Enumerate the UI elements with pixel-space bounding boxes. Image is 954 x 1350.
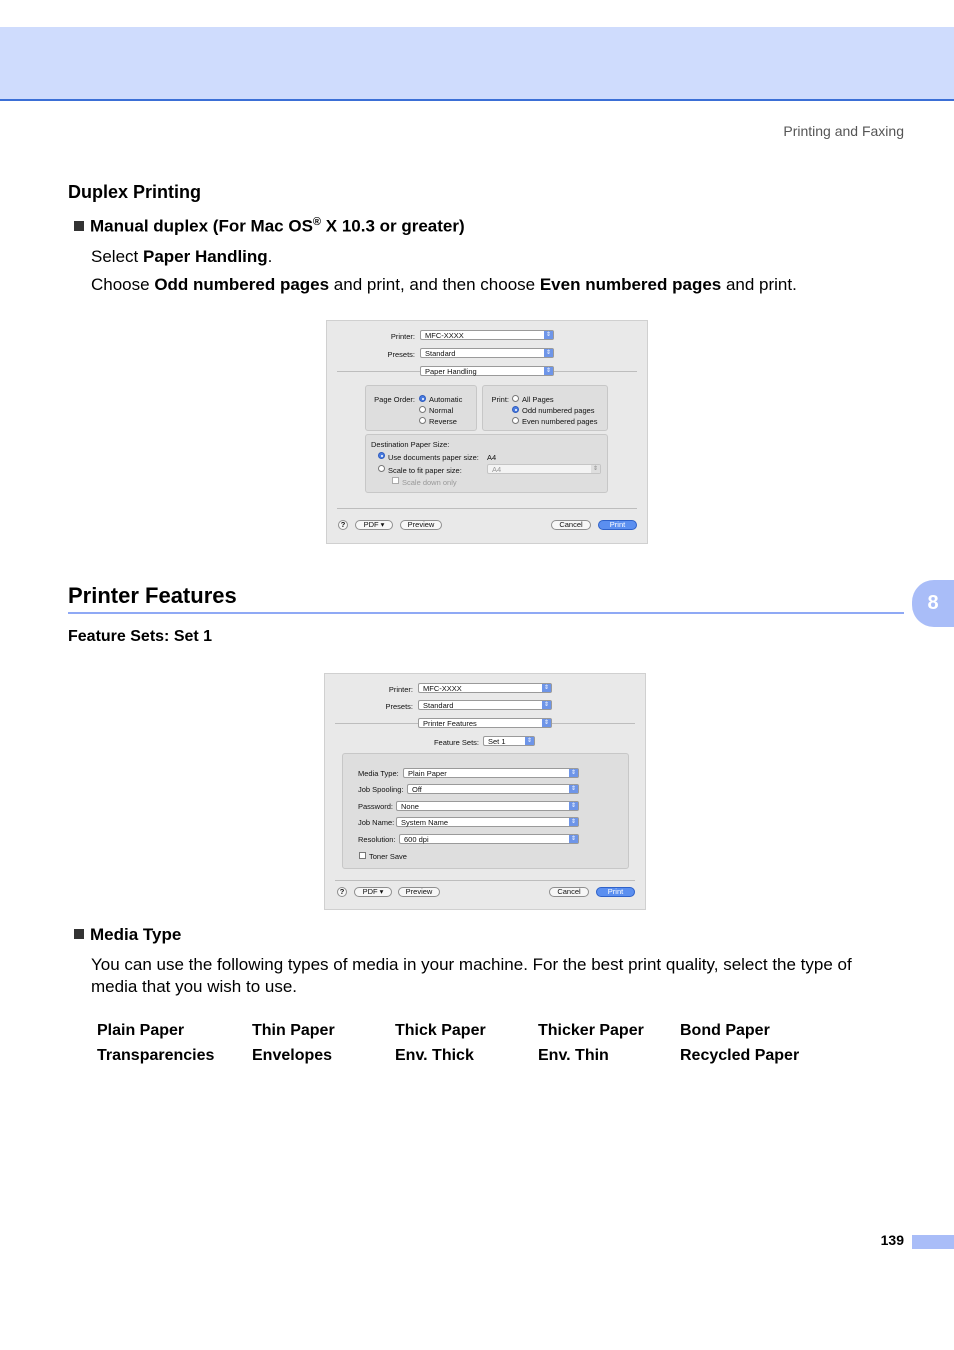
page-number: 139 (880, 1232, 904, 1248)
bullet-manual-duplex (74, 216, 465, 237)
bullet-square-icon (74, 221, 84, 231)
media-item: Plain Paper (97, 1022, 185, 1039)
print-dialog-printer-features (324, 673, 646, 910)
presets-label: Presets: (385, 702, 413, 711)
separator (335, 880, 635, 881)
print-button[interactable]: Print (598, 520, 637, 530)
option-normal: Normal (429, 406, 454, 415)
pane-popup[interactable] (420, 366, 554, 376)
radio-all-pages[interactable] (512, 395, 519, 402)
step2-text: Choose (91, 275, 155, 294)
printer-popup[interactable] (420, 330, 554, 340)
radio-odd-pages[interactable] (512, 406, 519, 413)
resolution-value: 600 dpi (404, 835, 429, 844)
radio-scale-to-fit[interactable] (378, 465, 385, 472)
radio-normal[interactable] (419, 406, 426, 413)
option-reverse: Reverse (429, 417, 457, 426)
media-item: Thin Paper (252, 1022, 335, 1039)
option-odd-pages: Odd numbered pages (522, 406, 595, 415)
popup-arrows-icon: ⇕ (570, 803, 577, 809)
preview-button[interactable]: Preview (398, 887, 440, 897)
step2-mid: and print, and then choose (329, 275, 540, 294)
option-even-pages: Even numbered pages (522, 417, 598, 426)
header-band (0, 27, 954, 101)
job-name-value: System Name (401, 818, 449, 827)
printer-value: MFC-XXXX (425, 331, 464, 340)
bullet-media-type (74, 925, 181, 945)
media-type-value: Plain Paper (408, 769, 447, 778)
printer-popup[interactable] (418, 683, 552, 693)
popup-arrows-icon: ⇕ (543, 720, 550, 726)
heading-rule (68, 612, 904, 614)
step1-end: . (267, 247, 273, 266)
feature-sets-heading: Feature Sets: Set 1 (68, 628, 213, 645)
popup-arrows-icon: ⇕ (545, 350, 552, 356)
media-type-title: Media Type (90, 925, 182, 944)
media-item: Env. Thin (538, 1047, 609, 1064)
presets-value: Standard (423, 701, 454, 710)
presets-label: Presets: (387, 350, 415, 359)
help-button[interactable]: ? (338, 520, 348, 530)
scale-to-fit-label: Scale to fit paper size: (388, 466, 462, 475)
step1-bold: Paper Handling (142, 247, 268, 266)
scale-size-value: A4 (492, 465, 502, 474)
presets-popup[interactable] (418, 700, 552, 710)
print-label: Print: (491, 395, 509, 404)
feature-sets-value: Set 1 (488, 737, 506, 746)
feature-sets-label: Feature Sets: (433, 738, 479, 747)
chapter-tab: 8 (912, 580, 954, 627)
job-spooling-popup[interactable] (407, 784, 579, 794)
presets-popup[interactable] (420, 348, 554, 358)
radio-reverse[interactable] (419, 417, 426, 424)
page-number-bar (912, 1235, 954, 1249)
popup-arrows-icon: ⇕ (570, 836, 577, 842)
media-type-popup[interactable] (403, 768, 579, 778)
running-header: Printing and Faxing (783, 123, 904, 139)
media-type-label: Media Type: (358, 769, 399, 778)
radio-automatic[interactable] (419, 395, 426, 402)
popup-arrows-icon: ⇕ (570, 786, 577, 792)
preview-button[interactable]: Preview (400, 520, 442, 530)
step2-end: and print. (721, 275, 797, 294)
media-item: Thick Paper (395, 1022, 486, 1039)
resolution-popup[interactable] (399, 834, 579, 844)
step2-bold-odd: Odd numbered pages (154, 275, 330, 294)
cancel-button[interactable]: Cancel (551, 520, 591, 530)
password-value: None (401, 802, 419, 811)
presets-value: Standard (425, 349, 456, 358)
password-label: Password: (358, 802, 394, 811)
cancel-button[interactable]: Cancel (549, 887, 589, 897)
job-name-popup[interactable] (396, 817, 579, 827)
job-spooling-label: Job Spooling: (358, 785, 404, 794)
option-all-pages: All Pages (522, 395, 554, 404)
printer-label: Printer: (390, 332, 415, 341)
checkbox-scale-down[interactable] (392, 477, 399, 484)
job-spooling-value: Off (412, 785, 422, 794)
media-item: Recycled Paper (680, 1047, 800, 1064)
pdf-button[interactable]: PDF ▾ (354, 887, 392, 897)
resolution-label: Resolution: (358, 835, 396, 844)
toner-save-label: Toner Save (369, 852, 407, 861)
page-order-label: Page Order: (374, 395, 415, 404)
printer-label: Printer: (388, 685, 413, 694)
bullet-title-part-a: Manual duplex (For Mac OS (90, 216, 313, 236)
pane-value: Paper Handling (425, 367, 477, 376)
pdf-button[interactable]: PDF ▾ (355, 520, 393, 530)
destination-title: Destination Paper Size: (371, 440, 450, 449)
step-select-paper-handling (91, 246, 272, 268)
print-dialog-paper-handling (326, 320, 648, 544)
checkbox-toner-save[interactable] (359, 852, 366, 859)
popup-arrows-icon: ⇕ (570, 770, 577, 776)
popup-arrows-icon: ⇕ (543, 702, 550, 708)
job-name-label: Job Name: (358, 818, 395, 827)
bullet-title-part-b: X 10.3 or greater) (321, 216, 465, 236)
separator (337, 508, 637, 509)
pane-value: Printer Features (423, 719, 477, 728)
popup-arrows-icon: ⇕ (545, 332, 552, 338)
feature-sets-popup[interactable] (483, 736, 535, 746)
use-doc-size-value: A4 (487, 453, 497, 462)
scale-down-label: Scale down only (402, 478, 457, 487)
media-item: Thicker Paper (538, 1022, 644, 1039)
printer-value: MFC-XXXX (423, 684, 462, 693)
media-item: Env. Thick (395, 1047, 474, 1064)
popup-arrows-icon: ⇕ (592, 466, 599, 472)
step2-bold-even: Even numbered pages (539, 275, 722, 294)
print-button[interactable]: Print (596, 887, 635, 897)
scale-size-popup[interactable] (487, 464, 601, 474)
media-item: Transparencies (97, 1047, 215, 1064)
use-doc-size-label: Use documents paper size: (388, 453, 479, 462)
bullet-square-icon (74, 929, 84, 939)
popup-arrows-icon: ⇕ (526, 738, 533, 744)
registered-mark: ® (312, 216, 322, 228)
popup-arrows-icon: ⇕ (543, 685, 550, 691)
option-automatic: Automatic (429, 395, 463, 404)
help-button[interactable]: ? (337, 887, 347, 897)
step1-text: Select (91, 247, 143, 266)
password-popup[interactable] (396, 801, 579, 811)
step-choose-pages (91, 274, 797, 296)
pane-popup[interactable] (418, 718, 552, 728)
media-type-description: You can use the following types of media in your machine. For the best print quality, select the type of media that you wish to use. (91, 955, 852, 996)
radio-use-doc-size[interactable] (378, 452, 385, 459)
section-heading-duplex: Duplex Printing (68, 182, 202, 202)
media-item: Envelopes (252, 1047, 333, 1064)
media-item: Bond Paper (680, 1022, 770, 1039)
popup-arrows-icon: ⇕ (545, 368, 552, 374)
radio-even-pages[interactable] (512, 417, 519, 424)
section-heading-printer-features: Printer Features (68, 583, 237, 608)
popup-arrows-icon: ⇕ (570, 819, 577, 825)
